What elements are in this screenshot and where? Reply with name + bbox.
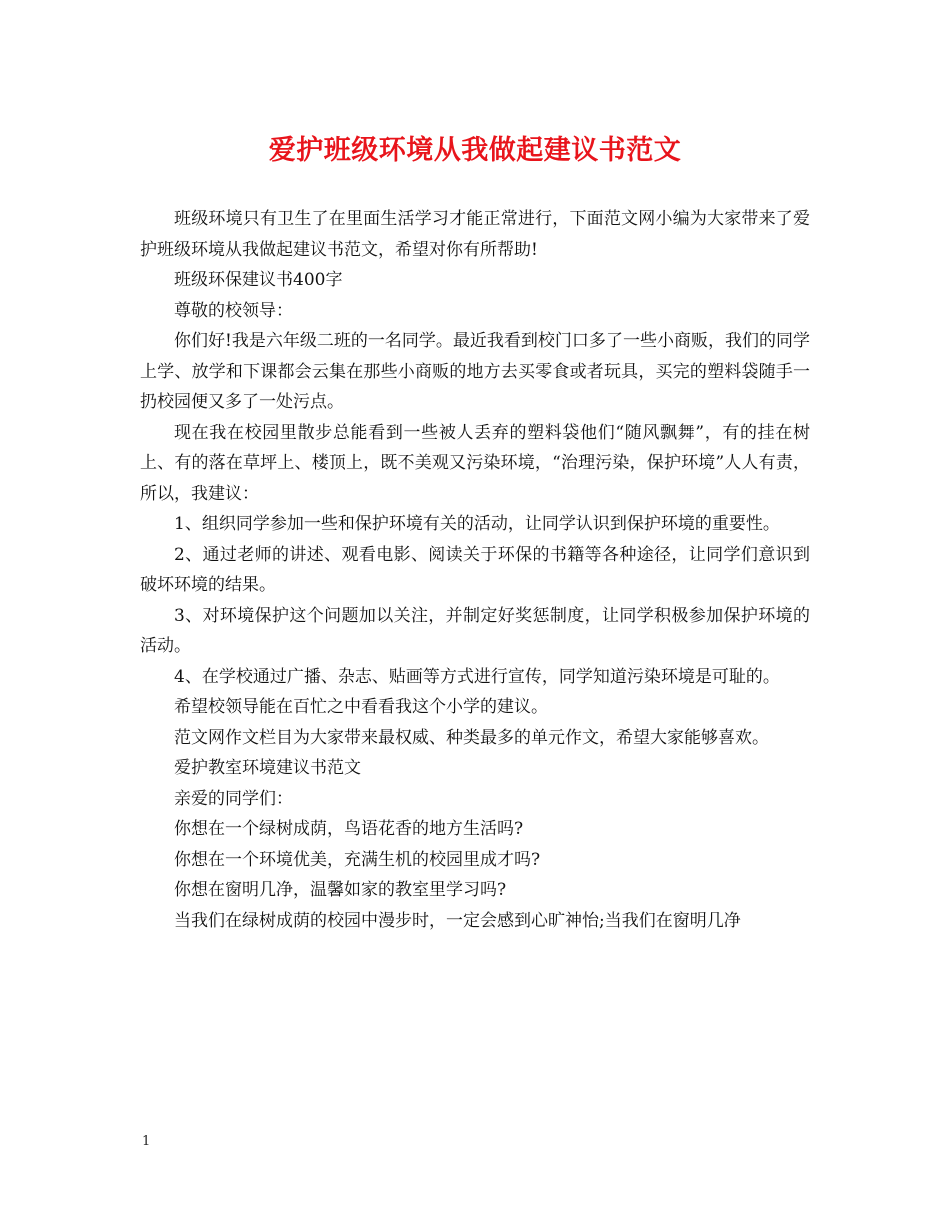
suggestion-2: 2、通过老师的讲述、观看电影、阅读关于环保的书籍等各种途径，让同学们意识到破坏环境的结果。	[140, 544, 810, 595]
closing-line: 希望校领导能在百忙之中看看我这个小学的建议。	[174, 697, 548, 717]
site-note: 范文网作文栏目为大家带来最权威、种类最多的单元作文，希望大家能够喜欢。	[174, 727, 769, 748]
paragraph-greeting: 你们好!我是六年级二班的一名同学。最近我看到校门口多了一些小商贩，我们的同学上学、放学和下课都会云集在那些小商贩的地方去买零食或者玩具，买完的塑料袋随手一扔校园便又多了一处污点。	[140, 331, 810, 412]
question-3: 你想在窗明几净，温馨如家的教室里学习吗?	[174, 880, 507, 900]
page-number: 1	[142, 1134, 151, 1149]
paragraph-closing-start: 当我们在绿树成荫的校园中漫步时，一定会感到心旷神怡;当我们在窗明几净	[174, 910, 741, 931]
question-1: 你想在一个绿树成荫，鸟语花香的地方生活吗?	[174, 819, 524, 839]
section-heading-1: 班级环保建议书400字	[174, 270, 343, 290]
paragraph-intro: 班级环境只有卫生了在里面生活学习才能正常进行，下面范文网小编为大家带来了爱护班级环境从我做起建议书范文，希望对你有所帮助!	[140, 209, 810, 260]
paragraph-observation: 现在我在校园里散步总能看到一些被人丢弃的塑料袋他们“随风飘舞”，有的挂在树上、有的落在草坪上、楼顶上，既不美观又污染环境，“治理污染，保护环境”人人有责，所以，我建议：	[140, 422, 810, 504]
suggestion-4: 4、在学校通过广播、杂志、贴画等方式进行宣传，同学知道污染环境是可耻的。	[174, 666, 780, 687]
document-title: 爱护班级环境从我做起建议书范文	[268, 135, 682, 166]
suggestion-3: 3、对环境保护这个问题加以关注，并制定好奖惩制度，让同学积极参加保护环境的活动。	[140, 605, 810, 656]
suggestion-1: 1、组织同学参加一些和保护环境有关的活动，让同学认识到保护环境的重要性。	[174, 514, 780, 534]
salutation-2: 亲爱的同学们：	[174, 788, 293, 809]
document-body	[140, 204, 810, 936]
section-heading-2: 爱护教室环境建议书范文	[174, 758, 361, 778]
question-2: 你想在一个环境优美，充满生机的校园里成才吗?	[174, 849, 541, 870]
salutation-1: 尊敬的校领导：	[174, 300, 293, 321]
